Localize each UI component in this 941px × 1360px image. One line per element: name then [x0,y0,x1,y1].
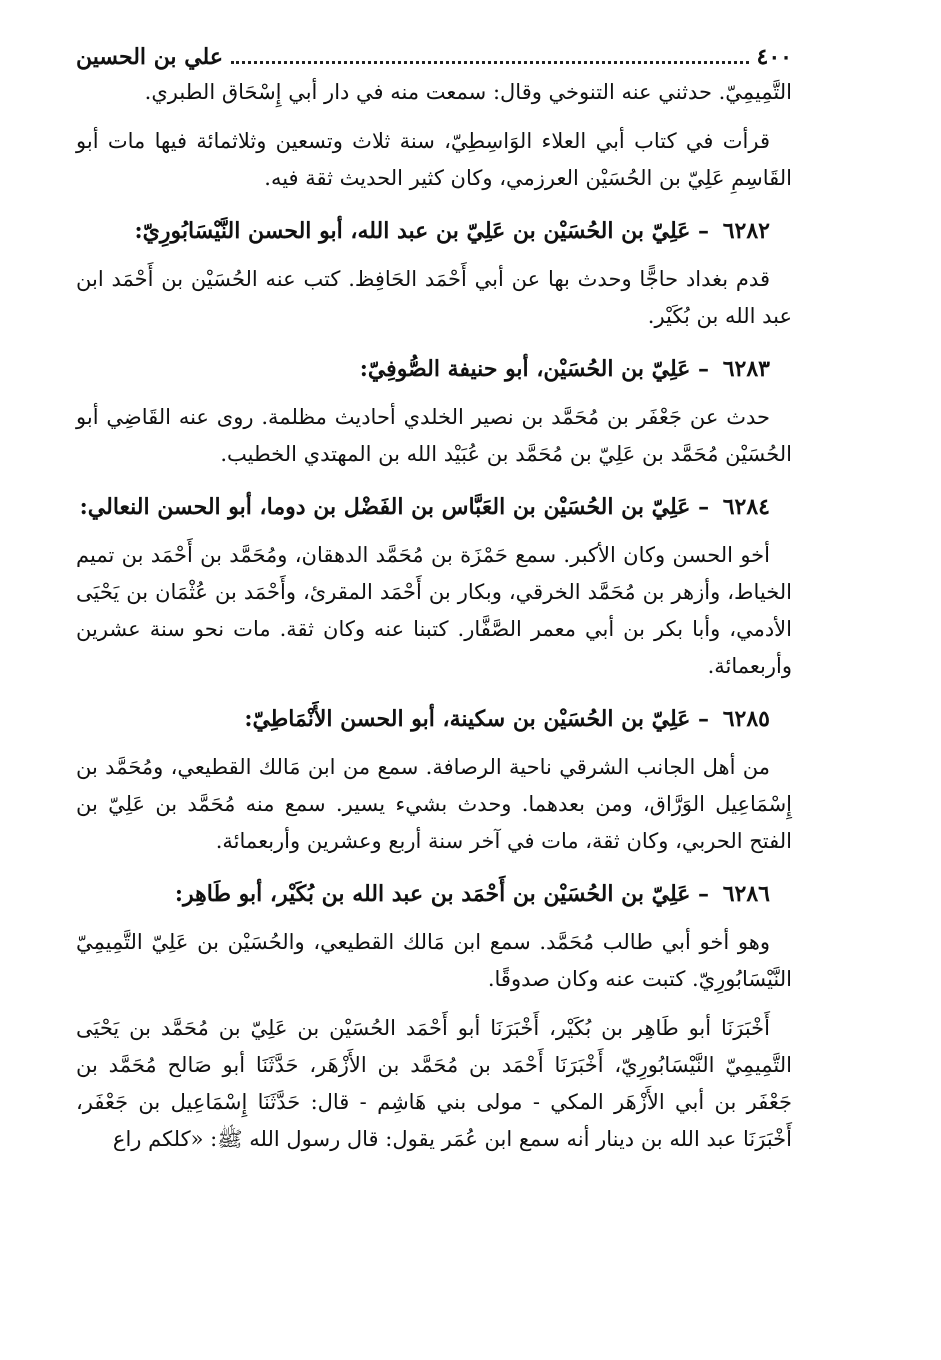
entry-heading [76,211,792,251]
entry-title: – عَلِيّ بن الحُسَيْن بن أَحْمَد بن عبد الله بن بُكَيْر، أبو طَاهِر: [174,881,710,907]
entry-heading [76,487,792,527]
entry-6283 [76,349,792,473]
entry-title: – عَلِيّ بن الحُسَيْن بن عَلِيّ بن عبد الله، أبو الحسن النَّيْسَابُورِيّ: [134,218,710,244]
entry-6284 [76,487,792,685]
entry-number: ٦٢٨٤ [722,494,770,520]
entry-paragraph: وهو أخو أبي طالب مُحَمَّد. سمع ابن مَالك القطيعي، والحُسَيْن بن عَلِيّ التَّمِيمِيّ النَّيْسَابُورِيّ. كتبت عنه وكان صدوقًا. [76,930,792,991]
entry-heading [76,874,792,914]
running-header [76,40,792,74]
entry-paragraph: أخو الحسن وكان الأكبر. سمع حَمْزَة بن مُحَمَّد الدهقان، ومُحَمَّد بن أَحْمَد بن تميم الخياط، وأزهر بن مُحَمَّد الخرقي، وبكار بن أَحْمَد المقرئ، وأَحْمَد بن عُثْمَان بن يَحْيَى الأدمي، وأبا بكر بن أبي معمر الصَّفَّار. كتبنا عنه وكان ثقة. مات نحو سنة عشرين وأربعمائة. [76,543,792,678]
book-page [76,40,792,1158]
entry-number: ٦٢٨٥ [722,706,770,732]
entry-heading [76,699,792,739]
page-number: ٤٠٠ [756,44,792,70]
entry-paragraph: من أهل الجانب الشرقي ناحية الرصافة. سمع من ابن مَالك القطيعي، ومُحَمَّد بن إِسْمَاعِيل الوَرَّاق، ومن بعدهما. وحدث بشيء يسير. سمع منه مُحَمَّد بن عَلِيّ بن الفتح الحربي، وكان ثقة، مات في آخر سنة أربع وعشرين وأربعمائة. [76,755,792,853]
entry-heading [76,349,792,389]
entry-number: ٦٢٨٢ [722,218,770,244]
hadith-paragraph: أَخْبَرَنَا أبو طَاهِر بن بُكَيْر، أَخْبَرَنَا أبو أَحْمَد الحُسَيْن بن عَلِيّ بن مُحَمَّد بن يَحْيَى التَّمِيمِيّ النَّيْسَابُورِيّ، أَخْبَرَنَا أَحْمَد بن مُحَمَّد بن الأَزْهَر، حَدَّثَنَا أبو صَالح مُحَمَّد بن جَعْفَر بن أبي الأَزْهَر المكي - مولى بني هَاشِم - قال: حَدَّثَنَا إِسْمَاعِيل بن جَعْفَر، أَخْبَرَنَا عبد الله بن دينار أنه سمع ابن عُمَر يقول: قال رسول الله ﷺ: «كلكم راع [76,1016,792,1151]
entry-6286 [76,874,792,1158]
entry-paragraph: حدث عن جَعْفَر بن مُحَمَّد بن نصير الخلدي أحاديث مظلمة. روى عنه القَاضِي أبو الحُسَيْن مُحَمَّد بن عَلِيّ بن مُحَمَّد بن عُبَيْد الله بن المهتدي الخطيب. [76,405,792,466]
continuation-line: التَّمِيمِيّ. حدثني عنه التنوخي وقال: سمعت منه في دار أبي إِسْحَاق الطبري. [144,80,792,104]
entry-6282 [76,211,792,335]
entry-number: ٦٢٨٣ [722,356,770,382]
entry-title: – عَلِيّ بن الحُسَيْن بن العَبَّاس بن الفَضْل بن دوما، أبو الحسن النعالي: [79,494,710,520]
running-title: علي بن الحسين [76,44,223,70]
entry-title: – عَلِيّ بن الحُسَيْن، أبو حنيفة الصُّوفِيّ: [359,356,710,382]
entry-number: ٦٢٨٦ [722,881,770,907]
leader-dots [231,41,749,64]
entry-6285 [76,699,792,860]
entry-title: – عَلِيّ بن الحُسَيْن بن سكينة، أبو الحسن الأَنْمَاطِيّ: [244,706,710,732]
intro-paragraph: قرأت في كتاب أبي العلاء الوَاسِطِيّ، سنة ثلاث وتسعين وثلاثمائة فيها مات أبو القَاسِمِ عَلِيّ بن الحُسَيْن العرزمي، وكان كثير الحديث ثقة فيه. [76,129,792,190]
entry-paragraph: قدم بغداد حاجًّا وحدث بها عن أبي أَحْمَد الحَافِظ. كتب عنه الحُسَيْن بن أَحْمَد ابن عبد الله بن بُكَيْر. [76,267,792,328]
